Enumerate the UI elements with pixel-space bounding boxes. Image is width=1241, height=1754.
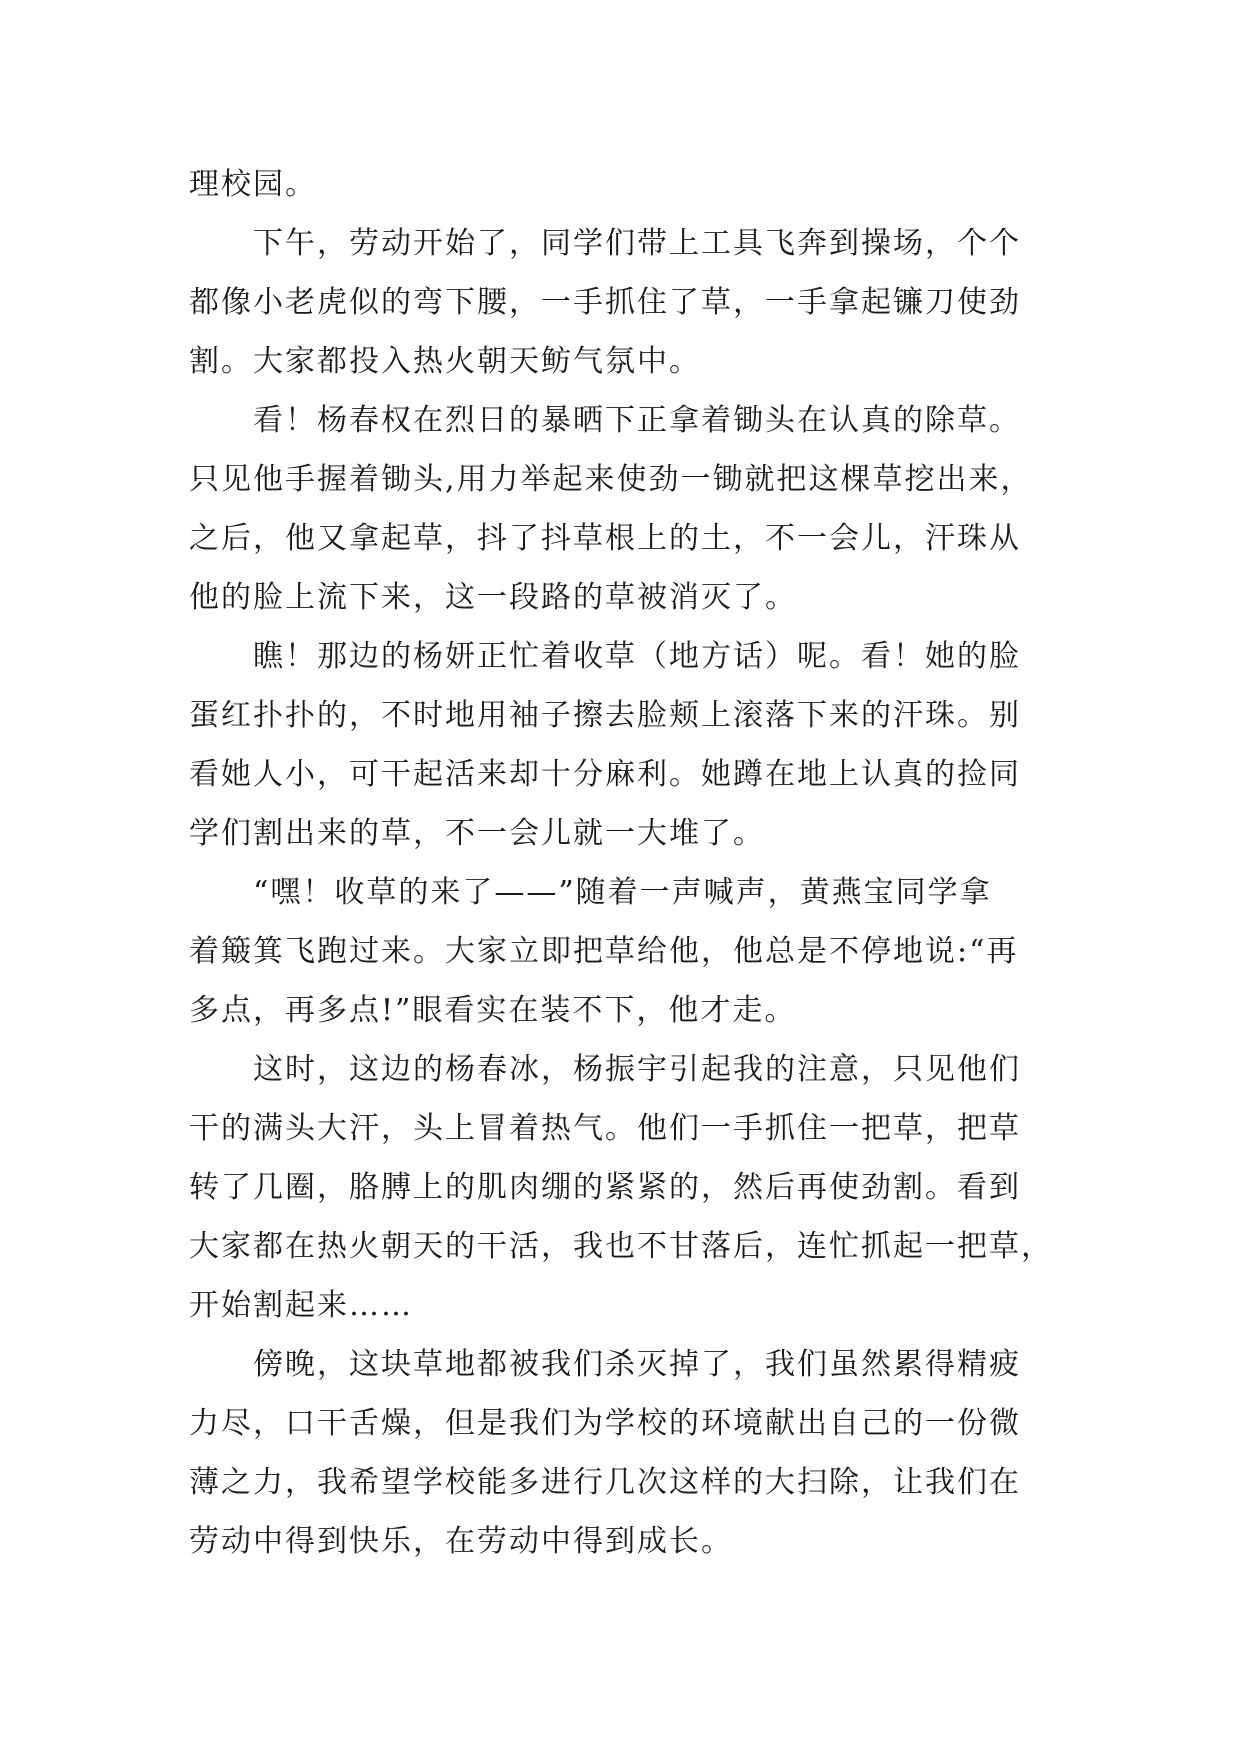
text-line: 蛋红扑扑的，不时地用袖子擦去脸颊上滚落下来的汗珠。别 [189, 698, 1021, 733]
text-line: 只见他手握着锄头,用力举起来使劲一锄就把这棵草挖出来， [189, 462, 1033, 497]
paragraph-first-line: 傍晚，这块草地都被我们杀灭掉了，我们虽然累得精疲 [253, 1347, 1021, 1382]
text-line: 大家都在热火朝天的干活，我也不甘落后，连忙抓起一把草， [189, 1229, 1053, 1264]
paragraph-first-line: 看！杨春权在烈日的暴晒下正拿着锄头在认真的除草。 [253, 403, 1021, 438]
text-line: 劳动中得到快乐，在劳动中得到成长。 [189, 1524, 733, 1559]
text-line: 他的脸上流下来，这一段路的草被消灭了。 [189, 580, 797, 615]
text-line: 多点，再多点!”眼看实在装不下，他才走。 [189, 993, 797, 1028]
paragraph-first-line: 这时，这边的杨春冰，杨振宇引起我的注意，只见他们 [253, 1052, 1021, 1087]
essay-body [189, 155, 1053, 1571]
text-line: 转了几圈，胳膊上的肌肉绷的紧紧的，然后再使劲割。看到 [189, 1170, 1021, 1205]
text-line: 割。大家都投入热火朝天鲂气氛中。 [189, 344, 701, 379]
text-line: 理校园。 [189, 167, 317, 202]
text-line: 之后，他又拿起草，抖了抖草根上的土，不一会儿，汗珠从 [189, 521, 1021, 556]
paragraph-first-line: 下午，劳动开始了，同学们带上工具飞奔到操场，个个 [253, 226, 1021, 261]
text-line: 薄之力，我希望学校能多进行几次这样的大扫除，让我们在 [189, 1465, 1021, 1500]
paragraph-first-line: 瞧！那边的杨妍正忙着收草（地方话）呢。看！她的脸 [253, 639, 1021, 674]
text-line: 力尽，口干舌燥，但是我们为学校的环境献出自己的一份微 [189, 1406, 1021, 1441]
text-line: 着簸箕飞跑过来。大家立即把草给他，他总是不停地说:“再 [189, 934, 1019, 969]
text-line: 开始割起来…… [189, 1288, 413, 1323]
text-line: 都像小老虎似的弯下腰，一手抓住了草，一手拿起镰刀使劲 [189, 285, 1021, 320]
text-line: 学们割出来的草，不一会儿就一大堆了。 [189, 816, 765, 851]
paragraph-first-line: “嘿！收草的来了——”随着一声喊声，黄燕宝同学拿 [253, 875, 992, 910]
text-line: 干的满头大汗，头上冒着热气。他们一手抓住一把草，把草 [189, 1111, 1021, 1146]
text-line: 看她人小，可干起活来却十分麻利。她蹲在地上认真的捡同 [189, 757, 1021, 792]
